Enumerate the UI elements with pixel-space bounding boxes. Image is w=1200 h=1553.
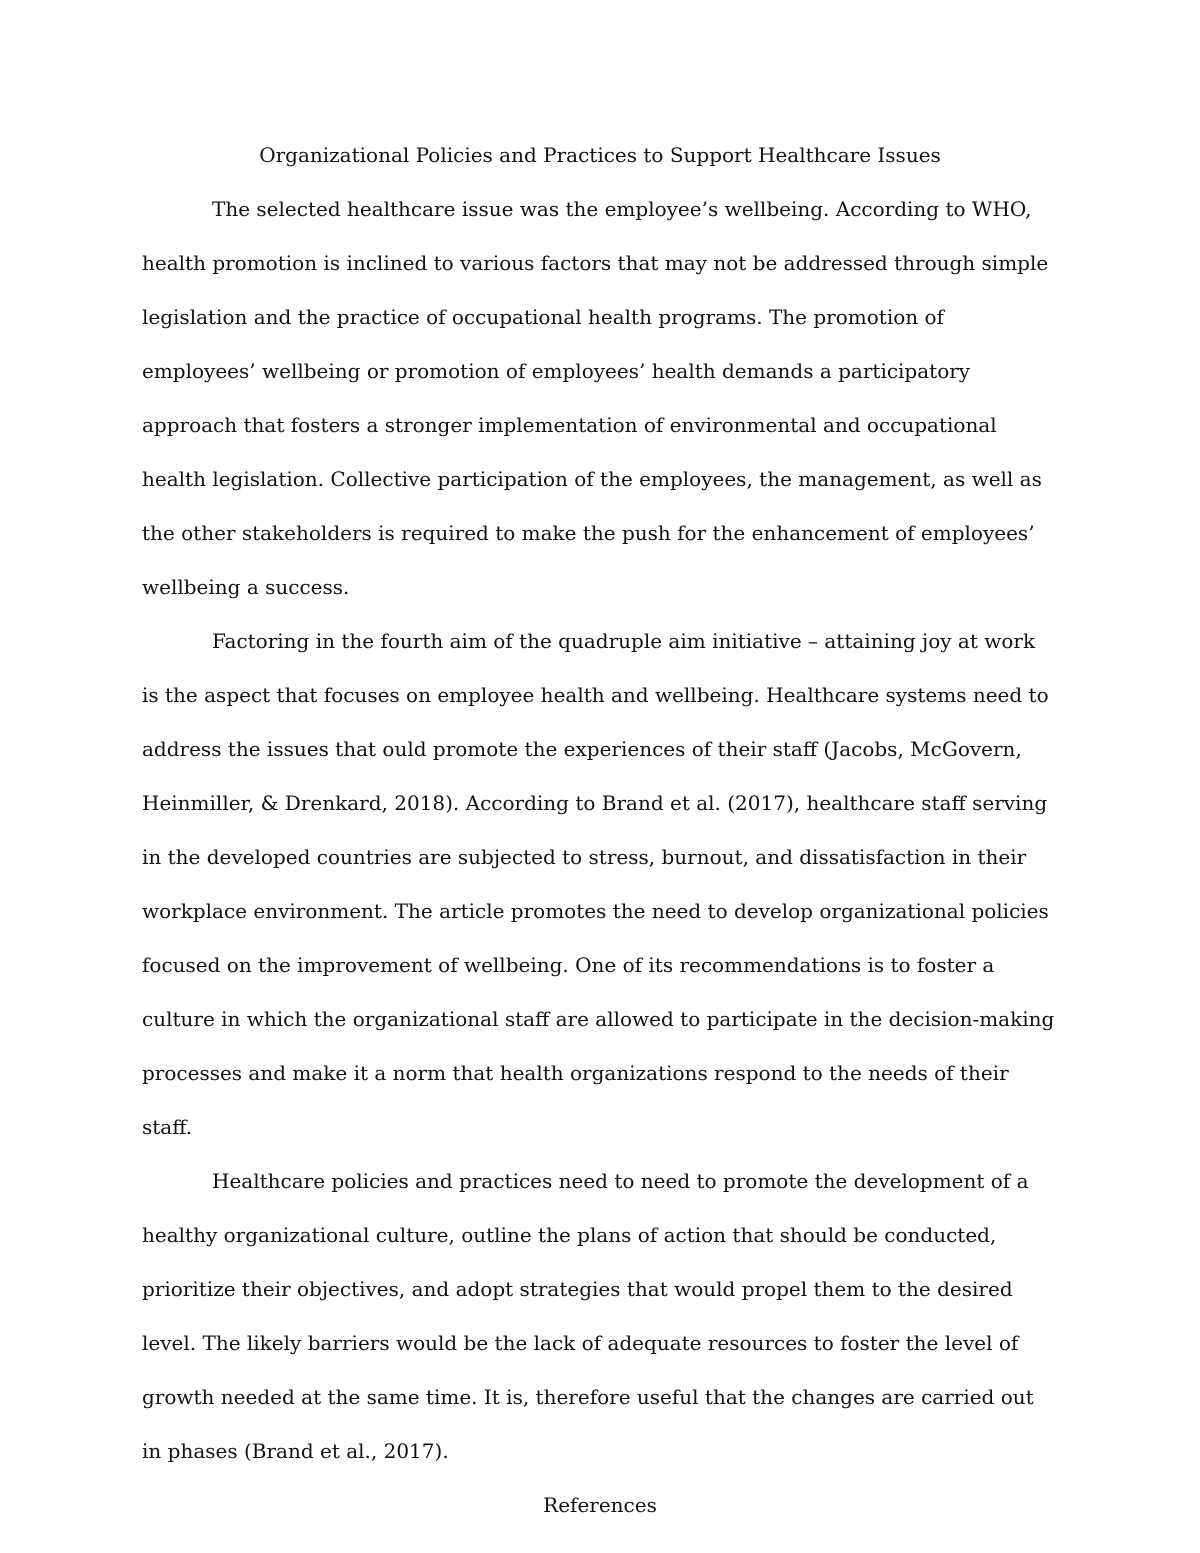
document-body (142, 128, 1058, 1532)
paragraph-3: Healthcare policies and practices need to need to promote the development of a healthy organizational culture, outline the plans of action that should be conducted, prioritize their objectives, and adopt strategies that would propel them to the desired level. The likely barriers would be the lack of adequate resources to foster the level of growth needed at the same time. It is, therefore useful that the changes are carried out in phases (Brand et al., 2017). (142, 1169, 1034, 1463)
references-heading: References (543, 1493, 657, 1517)
paragraph-2: Factoring in the fourth aim of the quadruple aim initiative – attaining joy at work is the aspect that focuses on employee health and wellbeing. Healthcare systems need to address the issues that ould promote the experiences of their staff (Jacobs, McGovern, Heinmiller, & Drenkard, 2018). According to Brand et al. (2017), healthcare staff serving in the developed countries are subjected to stress, burnout, and dissatisfaction in their workplace environment. The article promotes the need to develop organizational policies focused on the improvement of wellbeing. One of its recommendations is to foster a culture in which the organizational staff are allowed to participate in the decision-making processes and make it a norm that health organizations respond to the needs of their staff. (142, 629, 1055, 1139)
document-title: Organizational Policies and Practices to Support Healthcare Issues (259, 143, 941, 167)
paragraph-1: The selected healthcare issue was the employee’s wellbeing. According to WHO, health promotion is inclined to various factors that may not be addressed through simple legislation and the practice of occupational health programs. The promotion of employees’ wellbeing or promotion of employees’ health demands a participatory approach that fosters a stronger implementation of environmental and occupational health legislation. Collective participation of the employees, the management, as well as the other stakeholders is required to make the push for the enhancement of employees’ wellbeing a success. (142, 197, 1049, 599)
